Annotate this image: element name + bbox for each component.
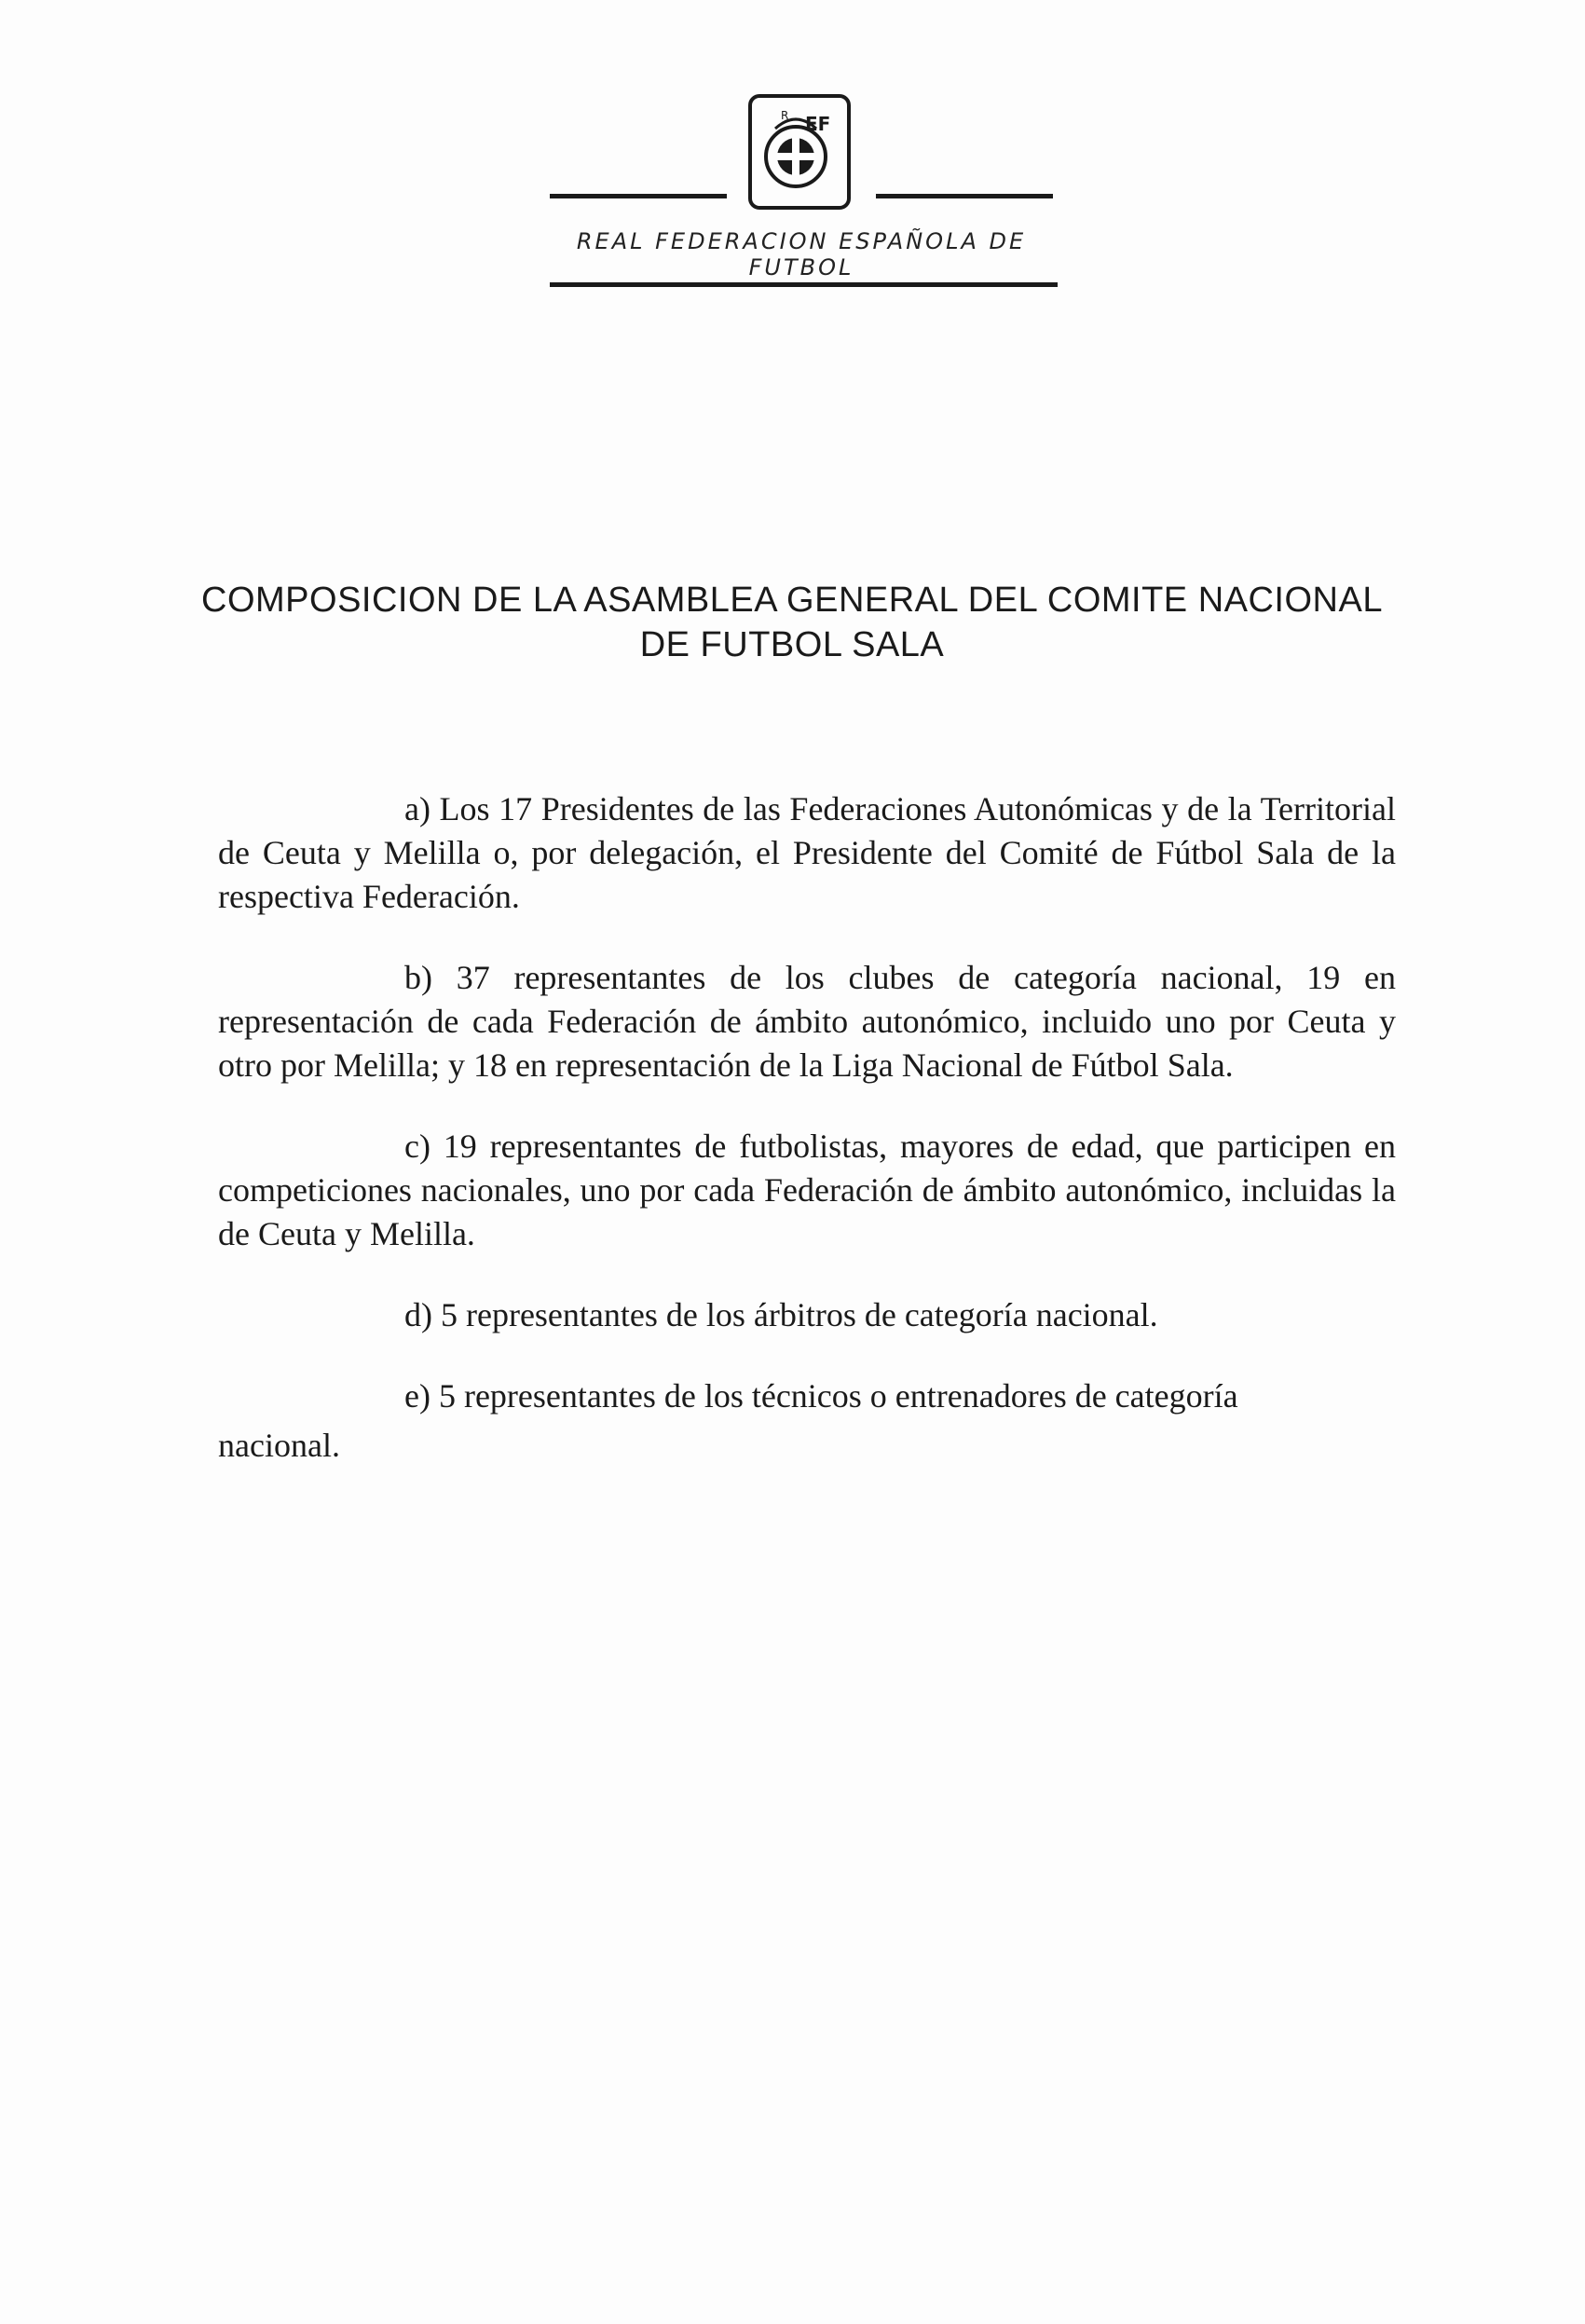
rfef-crest-icon <box>747 93 852 212</box>
item-e-text: e) 5 representantes de los técnicos o entrenadores de categoría <box>404 1377 1238 1415</box>
letterhead <box>540 89 1062 303</box>
item-b: b) 37 representantes de los clubes de categoría nacional, 19 en representación de cada Federación de ámbito autonómico, incluido uno por Ceuta y otro por Melilla; y 18 en representación de la Liga Nacional de Fútbol Sala. <box>218 959 1396 1084</box>
document-body <box>218 787 1396 1505</box>
letterhead-rule-left <box>550 194 727 198</box>
organization-name: REAL FEDERACION ESPAÑOLA DE FUTBOL <box>576 228 1027 280</box>
svg-text:R: R <box>781 109 789 122</box>
item-d: d) 5 representantes de los árbitros de categoría nacional. <box>404 1296 1158 1333</box>
title-line-2: DE FUTBOL SALA <box>639 625 945 664</box>
item-a: a) Los 17 Presidentes de las Federaciones Autonómicas y de la Territorial de Ceuta y Melilla o, por delegación, el Presidente del Comité de Fútbol Sala de la respectiva Federación. <box>218 790 1396 915</box>
item-c: c) 19 representantes de futbolistas, mayores de edad, que participen en competiciones nacionales, uno por cada Federación de ámbito autonómico, incluidas la de Ceuta y Melilla. <box>218 1128 1396 1252</box>
letterhead-underline <box>550 282 1058 287</box>
title-line-1: COMPOSICION DE LA ASAMBLEA GENERAL DEL COMITE NACIONAL <box>201 581 1383 620</box>
letterhead-rule-right <box>876 194 1053 198</box>
svg-text:EF: EF <box>805 113 831 135</box>
item-e <box>218 1374 1396 1468</box>
item-e-continuation: nacional. <box>218 1427 340 1464</box>
document-title <box>186 578 1398 667</box>
